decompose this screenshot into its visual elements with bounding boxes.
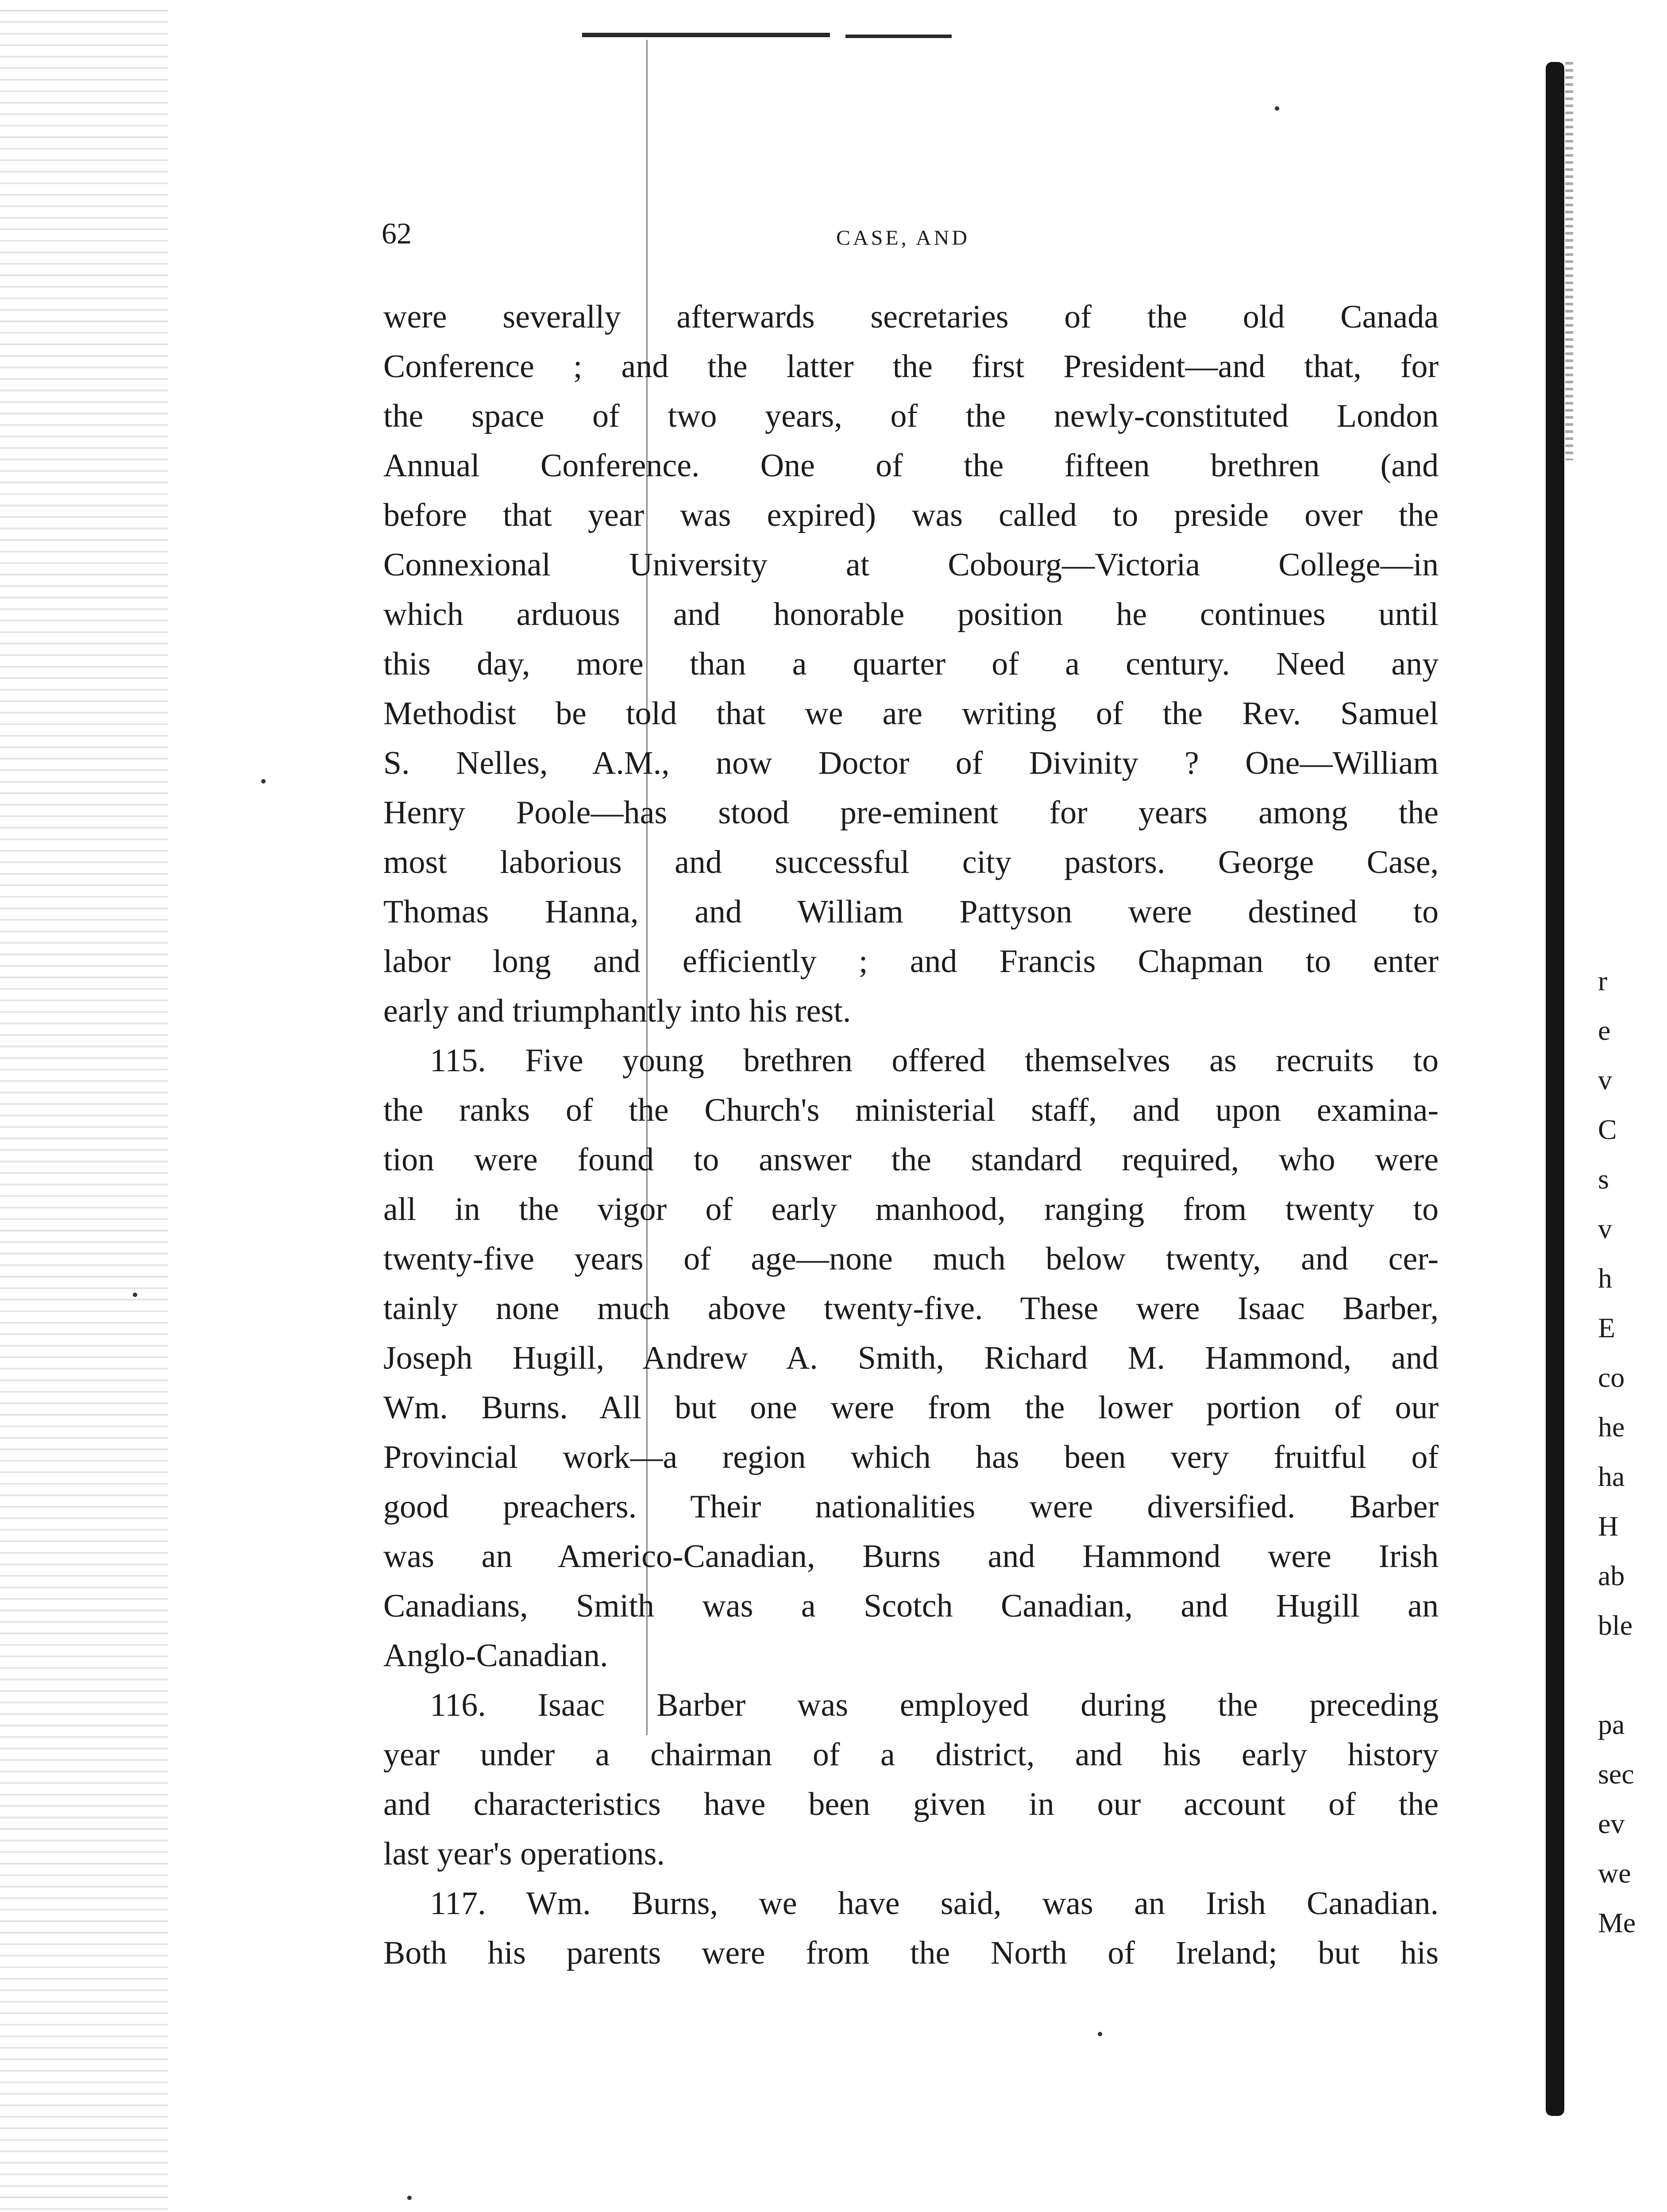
scan-speck — [407, 2196, 412, 2200]
text-line: and characteristics have been given in our account of the — [383, 1786, 1439, 1822]
text-line: before that year was expired) was called to preside over the — [383, 497, 1439, 533]
facing-fragment: ev — [1598, 1808, 1625, 1839]
header-rule-short — [845, 35, 952, 38]
body-text — [383, 292, 1439, 1978]
text-line: which arduous and honorable position he continues until — [383, 596, 1439, 633]
text-line: Connexional University at Cobourg—Victoria College—in — [383, 547, 1439, 583]
facing-fragment: H — [1598, 1510, 1619, 1542]
text-line: Annual Conference. One of the fifteen brethren (and — [383, 448, 1439, 484]
text-line: tion were found to answer the standard required, who were — [383, 1142, 1439, 1178]
text-line: this day, more than a quarter of a century. Need any — [383, 646, 1439, 682]
facing-fragment: C — [1598, 1114, 1617, 1145]
text-line: most laborious and successful city pastors. George Case, — [383, 844, 1439, 880]
text-line: labor long and efficiently ; and Francis Chapman to enter — [383, 943, 1439, 980]
text-line: S. Nelles, A.M., now Doctor of Divinity ? One—William — [383, 745, 1439, 781]
text-line: were severally afterwards secretaries of the old Canada — [383, 299, 1439, 335]
facing-fragment: co — [1598, 1362, 1625, 1393]
facing-fragment: Me — [1598, 1907, 1636, 1938]
text-line: Both his parents were from the North of Ireland; but his — [383, 1935, 1439, 1971]
text-line: Wm. Burns. All but one were from the lower portion of our — [383, 1390, 1439, 1426]
text-line: 115. Five young brethren offered themselves as recruits to — [430, 1042, 1439, 1079]
text-line: Thomas Hanna, and William Pattyson were destined to — [383, 894, 1439, 930]
text-line: good preachers. Their nationalities were diversified. Barber — [383, 1489, 1439, 1525]
running-head: CASE, AND — [836, 226, 970, 250]
text-line: year under a chairman of a district, and his early history — [383, 1737, 1439, 1773]
text-line: Anglo-Canadian. — [383, 1637, 608, 1674]
scan-speck — [1098, 2032, 1102, 2036]
text-line: Provincial work—a region which has been very fruitful of — [383, 1439, 1439, 1475]
facing-fragment: E — [1598, 1312, 1616, 1343]
facing-fragment: v — [1598, 1213, 1612, 1244]
text-line: 116. Isaac Barber was employed during the preceding — [430, 1687, 1439, 1723]
facing-fragment: we — [1598, 1857, 1631, 1889]
text-line: Conference ; and the latter the first President—and that, for — [383, 348, 1439, 385]
scan-speck — [261, 779, 266, 784]
text-line: Methodist be told that we are writing of the Rev. Samuel — [383, 695, 1439, 732]
page-number: 62 — [382, 216, 412, 250]
left-page-edge-shadow — [0, 0, 168, 2212]
facing-fragment: ha — [1598, 1461, 1625, 1492]
facing-page-fragments — [1598, 956, 1667, 1948]
facing-fragment: h — [1598, 1262, 1612, 1294]
text-line: early and triumphantly into his rest. — [383, 993, 851, 1029]
text-line: last year's operations. — [383, 1836, 665, 1872]
facing-fragment: r — [1598, 965, 1608, 996]
text-line: tainly none much above twenty-five. These were Isaac Barber, — [383, 1290, 1439, 1327]
facing-gap — [1598, 1650, 1667, 1700]
header-rule — [582, 33, 830, 37]
text-line: all in the vigor of early manhood, ranging from twenty to — [383, 1191, 1439, 1228]
facing-fragment: ab — [1598, 1560, 1625, 1591]
facing-fragment: pa — [1598, 1709, 1625, 1740]
text-line: the ranks of the Church's ministerial staff, and upon examina- — [383, 1092, 1439, 1128]
text-line: the space of two years, of the newly-constituted London — [383, 398, 1439, 434]
scan-speck — [1275, 106, 1279, 111]
facing-fragment: s — [1598, 1163, 1609, 1195]
facing-fragment: he — [1598, 1411, 1625, 1443]
text-line: Canadians, Smith was a Scotch Canadian, and Hugill an — [383, 1588, 1439, 1624]
facing-fragment: v — [1598, 1064, 1612, 1096]
text-line: Joseph Hugill, Andrew A. Smith, Richard M. Hammond, and — [383, 1340, 1439, 1376]
text-line: Henry Poole—has stood pre-eminent for years among the — [383, 795, 1439, 831]
text-line: twenty-five years of age—none much below twenty, and cer- — [383, 1241, 1439, 1277]
facing-fragment: e — [1598, 1015, 1611, 1046]
gutter-speckle — [1565, 62, 1573, 460]
book-gutter-shadow — [1546, 62, 1564, 2116]
facing-fragment: sec — [1598, 1758, 1634, 1790]
text-line: was an Americo-Canadian, Burns and Hammond were Irish — [383, 1538, 1439, 1575]
facing-fragment: ble — [1598, 1610, 1633, 1641]
scan-speck — [133, 1293, 137, 1297]
text-line: 117. Wm. Burns, we have said, was an Irish Canadian. — [430, 1885, 1439, 1922]
